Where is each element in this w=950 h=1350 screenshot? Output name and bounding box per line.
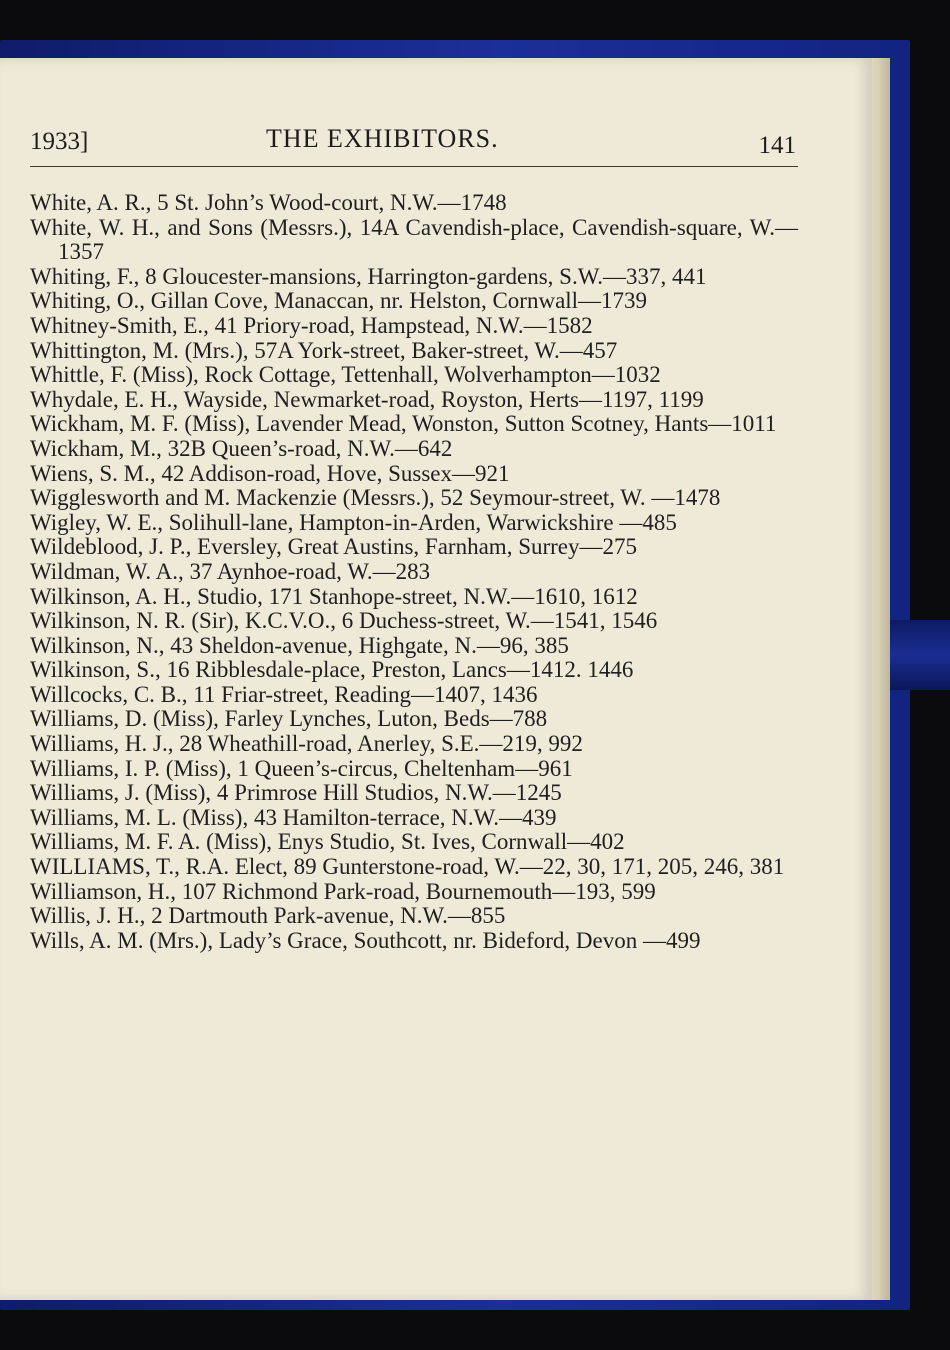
- exhibitor-entry: Whydale, E. H., Wayside, Newmarket-road, Royston, Herts—1197, 1199: [30, 386, 704, 412]
- page-number: 141: [758, 132, 796, 159]
- exhibitor-entry: Wilkinson, N., 43 Sheldon-avenue, Highgate, N.—96, 385: [30, 632, 569, 658]
- exhibitor-entry: Wigglesworth and M. Mackenzie (Messrs.), 52 Seymour-street, W. —1478: [30, 485, 721, 511]
- exhibitor-entry: White, A. R., 5 St. John’s Wood-court, N.W.—1748: [30, 190, 507, 215]
- exhibitor-entry: Williams, M. L. (Miss), 43 Hamilton-terrace, N.W.—439: [30, 804, 557, 830]
- exhibitor-entry: Wilkinson, A. H., Studio, 171 Stanhope-street, N.W.—1610, 1612: [30, 583, 638, 609]
- bookmark-ribbon: [884, 620, 950, 690]
- exhibitor-entry: Whittington, M. (Mrs.), 57A York-street, Baker-street, W.—457: [30, 337, 618, 363]
- exhibitor-entry: White, W. H., and Sons (Messrs.), 14A Cavendish-place, Cavendish-square, W.—1357: [30, 214, 798, 265]
- page-header: [30, 124, 798, 164]
- exhibitor-entry: Whitney-Smith, E., 41 Priory-road, Hampstead, N.W.—1582: [30, 312, 593, 338]
- exhibitor-entry: Williams, M. F. A. (Miss), Enys Studio, St. Ives, Cornwall—402: [30, 829, 625, 855]
- exhibitor-entry: WILLIAMS, T., R.A. Elect, 89 Gunterstone-road, W.—22, 30, 171, 205, 246, 381: [30, 854, 785, 880]
- exhibitor-entry: Whiting, O., Gillan Cove, Manaccan, nr. Helston, Cornwall—1739: [30, 288, 648, 314]
- exhibitor-entry: Wills, A. M. (Mrs.), Lady’s Grace, Southcott, nr. Bideford, Devon —499: [30, 927, 701, 953]
- exhibitor-entry: Willis, J. H., 2 Dartmouth Park-avenue, N.W.—855: [30, 903, 506, 929]
- exhibitor-entry: Williamson, H., 107 Richmond Park-road, Bournemouth—193, 599: [30, 878, 656, 904]
- exhibitor-entry: Wiens, S. M., 42 Addison-road, Hove, Sussex—921: [30, 460, 510, 486]
- exhibitor-entry: Whiting, F., 8 Gloucester-mansions, Harrington-gardens, S.W.—337, 441: [30, 263, 707, 289]
- exhibitor-entry: Wickham, M. F. (Miss), Lavender Mead, Wonston, Sutton Scotney, Hants—1011: [30, 411, 777, 437]
- exhibitor-entry: Williams, I. P. (Miss), 1 Queen’s-circus, Cheltenham—961: [30, 755, 573, 781]
- exhibitor-entry: Wilkinson, N. R. (Sir), K.C.V.O., 6 Duchess-street, W.—1541, 1546: [30, 608, 658, 634]
- exhibitor-entry: Wigley, W. E., Solihull-lane, Hampton-in-Arden, Warwickshire —485: [30, 509, 677, 535]
- header-rule: [30, 166, 798, 167]
- exhibitor-entry: Wildman, W. A., 37 Aynhoe-road, W.—283: [30, 558, 431, 584]
- exhibitor-entry: Williams, H. J., 28 Wheathill-road, Anerley, S.E.—219, 992: [30, 731, 583, 757]
- exhibitor-entry: Williams, J. (Miss), 4 Primrose Hill Studios, N.W.—1245: [30, 780, 562, 806]
- exhibitor-entry: Willcocks, C. B., 11 Friar-street, Reading—1407, 1436: [30, 681, 538, 707]
- running-head-title: THE EXHIBITORS.: [266, 124, 499, 153]
- exhibitor-entry: Wildeblood, J. P., Eversley, Great Austins, Farnham, Surrey—275: [30, 534, 638, 560]
- exhibitor-entry: Wickham, M., 32B Queen’s-road, N.W.—642: [30, 435, 453, 461]
- exhibitor-entry: Whittle, F. (Miss), Rock Cottage, Tettenhall, Wolverhampton—1032: [30, 362, 661, 388]
- exhibitor-entry: Williams, D. (Miss), Farley Lynches, Luton, Beds—788: [30, 706, 548, 732]
- running-head-year: 1933]: [30, 128, 89, 155]
- exhibitor-list: [30, 191, 798, 953]
- exhibitor-entry: Wilkinson, S., 16 Ribblesdale-place, Preston, Lancs—1412. 1446: [30, 657, 634, 683]
